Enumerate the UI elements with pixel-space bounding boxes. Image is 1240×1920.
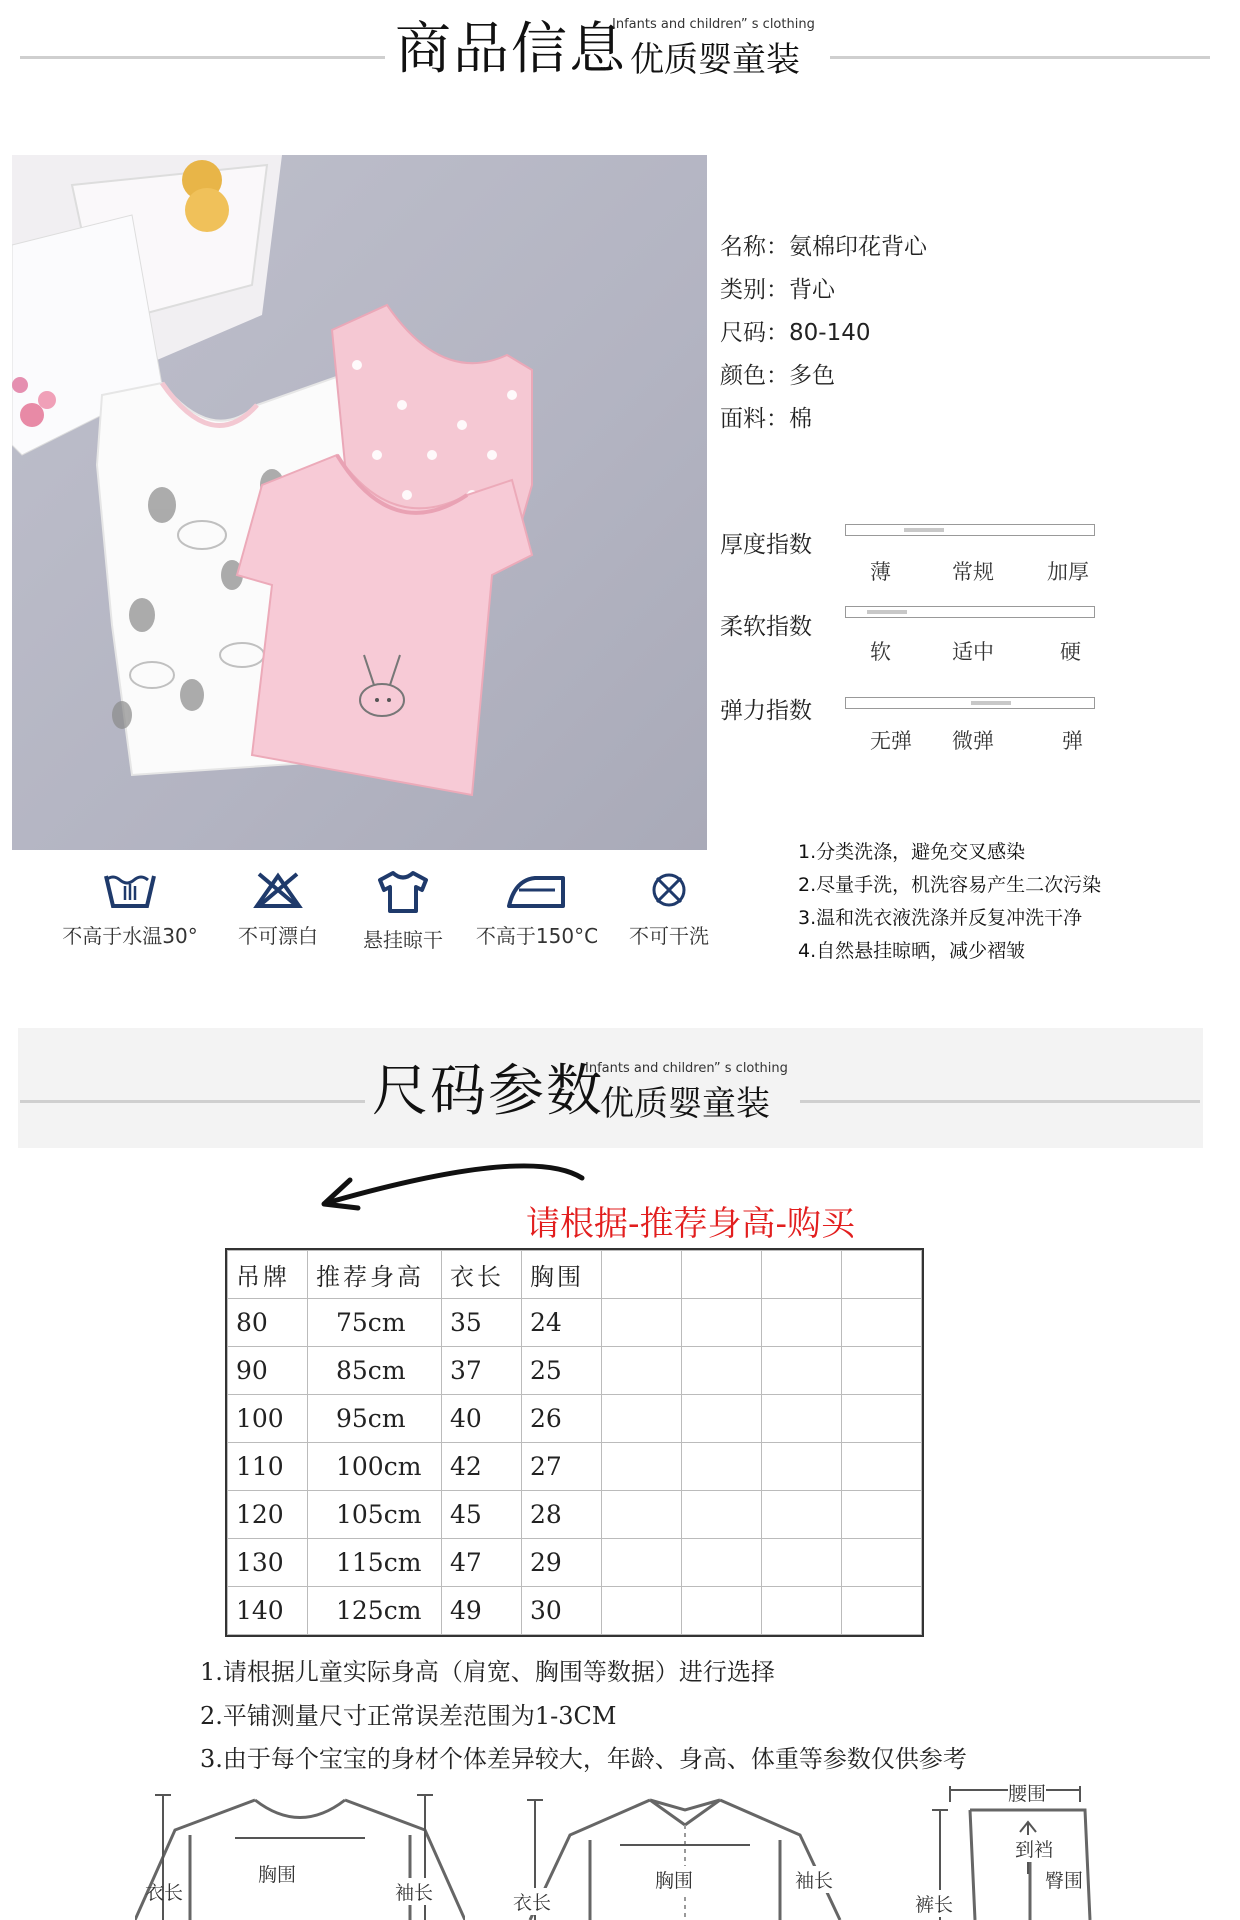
size-table [227, 1250, 922, 1635]
info-name: 名称：氨棉印花背心 [720, 234, 927, 260]
header2-rule-left [20, 1100, 365, 1103]
cell-chest: 28 [522, 1491, 602, 1539]
no-dry-clean-icon [647, 870, 691, 910]
cell-empty [842, 1299, 922, 1347]
th-tag: 吊牌 [228, 1251, 308, 1299]
cell-height: 105cm [308, 1491, 442, 1539]
cell-empty [602, 1443, 682, 1491]
cell-empty [682, 1395, 762, 1443]
cell-empty [842, 1491, 922, 1539]
care-label: 悬挂晾干 [363, 928, 443, 952]
diagram-label-length: 衣长 [145, 1882, 184, 1904]
table-row [228, 1491, 922, 1539]
section-subtitle-en: Infants and children” s clothing [612, 17, 815, 32]
index-elasticity-opt-2: 微弹 [952, 729, 994, 753]
table-header-row [228, 1251, 922, 1299]
cell-empty [682, 1443, 762, 1491]
cell-height: 75cm [308, 1299, 442, 1347]
diagram-label-waist: 腰围 [1008, 1779, 1046, 1806]
cell-length: 49 [442, 1587, 522, 1635]
index-thickness-opt-3: 加厚 [1047, 560, 1089, 584]
index-thickness-marker [904, 528, 944, 532]
cell-length: 45 [442, 1491, 522, 1539]
th-chest: 胸围 [522, 1251, 602, 1299]
th-empty [842, 1251, 922, 1299]
header-rule-left [20, 56, 385, 59]
header2-rule-right [800, 1100, 1200, 1103]
recommend-text: 请根据-推荐身高-购买 [526, 1204, 855, 1244]
diagram-label-sleeve: 袖长 [795, 1866, 833, 1893]
th-empty [762, 1251, 842, 1299]
cell-empty [842, 1395, 922, 1443]
cell-length: 37 [442, 1347, 522, 1395]
diagram-label-sleeve: 袖长 [395, 1878, 433, 1905]
cell-empty [762, 1299, 842, 1347]
cell-tag: 140 [228, 1587, 308, 1635]
diagram-label-length: 衣长 [513, 1888, 551, 1915]
index-thickness-opt-1: 薄 [870, 560, 891, 584]
cell-chest: 26 [522, 1395, 602, 1443]
diagram-label-hip: 臀围 [1045, 1866, 1083, 1893]
index-softness-opt-2: 适中 [952, 640, 994, 664]
index-elasticity-label: 弹力指数 [720, 698, 812, 724]
th-empty [682, 1251, 762, 1299]
index-elasticity-bar [845, 697, 1095, 709]
cell-tag: 90 [228, 1347, 308, 1395]
cell-empty [762, 1347, 842, 1395]
cell-length: 42 [442, 1443, 522, 1491]
diagram-label-chest: 胸围 [258, 1860, 296, 1887]
cell-chest: 25 [522, 1347, 602, 1395]
cell-empty [842, 1539, 922, 1587]
cell-empty [842, 1587, 922, 1635]
hang-dry-icon [376, 870, 430, 914]
wash-tip-3: 3.温和洗衣液洗涤并反复冲洗干净 [798, 907, 1083, 929]
care-item-hang [328, 870, 478, 953]
iron-150-icon [505, 870, 569, 910]
table-row [228, 1587, 922, 1635]
cell-length: 35 [442, 1299, 522, 1347]
wash-30-icon [103, 870, 157, 910]
cell-height: 95cm [308, 1395, 442, 1443]
cell-length: 40 [442, 1395, 522, 1443]
cell-empty [842, 1443, 922, 1491]
cell-tag: 100 [228, 1395, 308, 1443]
cell-empty [682, 1491, 762, 1539]
note-1: 1.请根据儿童实际身高（肩宽、胸围等数据）进行选择 [200, 1658, 775, 1686]
table-row [228, 1299, 922, 1347]
cell-height: 125cm [308, 1587, 442, 1635]
section2-subtitle-cn: 优质婴童装 [600, 1084, 770, 1124]
care-item-dryclean [594, 870, 744, 949]
cell-chest: 27 [522, 1443, 602, 1491]
cell-empty [602, 1395, 682, 1443]
cell-empty [762, 1587, 842, 1635]
cell-empty [762, 1491, 842, 1539]
cell-empty [682, 1539, 762, 1587]
section2-subtitle-en: Infants and children” s clothing [585, 1061, 788, 1076]
index-thickness-opt-2: 常规 [952, 560, 994, 584]
care-label: 不高于水温30° [62, 924, 198, 948]
cell-empty [682, 1299, 762, 1347]
header-rule-right [830, 56, 1210, 59]
index-softness-label: 柔软指数 [720, 614, 812, 640]
info-category: 类别：背心 [720, 277, 835, 303]
cell-empty [762, 1395, 842, 1443]
table-row [228, 1395, 922, 1443]
cell-tag: 130 [228, 1539, 308, 1587]
cell-chest: 24 [522, 1299, 602, 1347]
shirt-diagram [520, 1795, 850, 1920]
index-thickness-label: 厚度指数 [720, 532, 812, 558]
th-length: 衣长 [442, 1251, 522, 1299]
diagram-label-crotch: 到裆 [1015, 1835, 1053, 1862]
note-3: 3.由于每个宝宝的身材个体差异较大，年龄、身高、体重等参数仅供参考 [200, 1745, 967, 1773]
cell-empty [602, 1587, 682, 1635]
cell-empty [842, 1347, 922, 1395]
table-row [228, 1347, 922, 1395]
no-bleach-icon [251, 870, 305, 910]
cell-empty [602, 1347, 682, 1395]
cell-empty [602, 1539, 682, 1587]
diagram-label-chest: 胸围 [655, 1866, 693, 1893]
index-softness-opt-3: 硬 [1060, 640, 1081, 664]
care-item-wash [55, 870, 205, 949]
section-subtitle-cn: 优质婴童装 [630, 40, 800, 80]
wash-tip-4: 4.自然悬挂晾晒，减少褶皱 [798, 940, 1026, 962]
index-elasticity-marker [971, 701, 1011, 705]
diagram-label-pants-length: 裤长 [915, 1890, 953, 1917]
note-2: 2.平铺测量尺寸正常误差范围为1-3CM [200, 1702, 617, 1730]
info-size: 尺码：80-140 [720, 320, 871, 346]
cell-empty [762, 1443, 842, 1491]
cell-tag: 110 [228, 1443, 308, 1491]
wash-tip-2: 2.尽量手洗，机洗容易产生二次污染 [798, 874, 1102, 896]
cell-height: 115cm [308, 1539, 442, 1587]
cell-height: 85cm [308, 1347, 442, 1395]
table-row [228, 1443, 922, 1491]
info-fabric: 面料：棉 [720, 406, 812, 432]
cell-empty [682, 1347, 762, 1395]
th-empty [602, 1251, 682, 1299]
care-label: 不可干洗 [629, 924, 709, 948]
section-title-product-info: 商品信息 [395, 17, 627, 82]
index-softness-bar [845, 606, 1095, 618]
th-height: 推荐身高 [308, 1251, 442, 1299]
cell-chest: 29 [522, 1539, 602, 1587]
index-thickness-bar [845, 524, 1095, 536]
index-softness-marker [867, 610, 907, 614]
cell-height: 100cm [308, 1443, 442, 1491]
info-color: 颜色：多色 [720, 363, 835, 389]
care-label: 不高于150°C [475, 924, 599, 948]
table-row [228, 1539, 922, 1587]
care-label: 不可漂白 [238, 924, 318, 948]
cell-empty [682, 1587, 762, 1635]
cell-length: 47 [442, 1539, 522, 1587]
section-title-size: 尺码参数 [372, 1059, 604, 1124]
index-elasticity-opt-3: 弹 [1062, 729, 1083, 753]
index-elasticity-opt-1: 无弹 [870, 729, 912, 753]
product-photo [12, 155, 707, 850]
cell-tag: 120 [228, 1491, 308, 1539]
wash-tip-1: 1.分类洗涤，避免交叉感染 [798, 841, 1026, 863]
cell-chest: 30 [522, 1587, 602, 1635]
cell-empty [602, 1491, 682, 1539]
care-item-iron [462, 870, 612, 949]
cell-empty [602, 1299, 682, 1347]
cell-empty [762, 1539, 842, 1587]
index-softness-opt-1: 软 [870, 640, 891, 664]
cell-tag: 80 [228, 1299, 308, 1347]
